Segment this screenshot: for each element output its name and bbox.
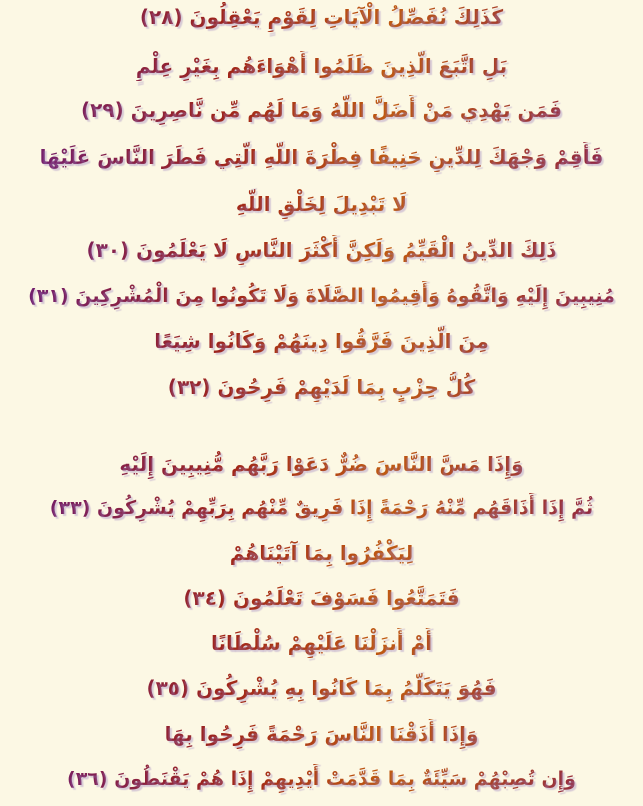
verse-line-7: مُنِيبِينَ إِلَيْهِ وَاتَّقُوهُ وَأَقِيمُوا الصَّلَاةَ وَلَا تَكُونُوا مِنَ الْمُشْرِكِينَ (٣١) <box>0 281 643 311</box>
verse-line-15: فَهُوَ يَتَكَلَّمُ بِمَا كَانُوا بِهِ يُشْرِكُونَ (٣٥) <box>0 673 643 703</box>
verse-line-10: وَإِذَا مَسَّ النَّاسَ ضُرٌّ دَعَوْا رَبَّهُم مُّنِيبِينَ إِلَيْهِ <box>0 449 643 479</box>
verse-line-9: كُلُّ حِزْبٍ بِمَا لَدَيْهِمْ فَرِحُونَ (٣٢) <box>0 372 643 402</box>
verse-line-1: كَذَلِكَ نُفَصِّلُ الْآيَاتِ لِقَوْمٍ يَعْقِلُونَ (٢٨) <box>0 2 643 32</box>
verse-line-11: ثُمَّ إِذَا أَذَاقَهُم مِّنْهُ رَحْمَةً إِذَا فَرِيقٌ مِّنْهُم بِرَبِّهِمْ يُشْرِكُونَ (٣٣) <box>0 493 643 523</box>
verse-line-14: أَمْ أَنزَلْنَا عَلَيْهِمْ سُلْطَانًا <box>0 628 643 658</box>
verse-line-3: فَمَن يَهْدِي مَنْ أَضَلَّ اللَّهُ وَمَا لَهُم مِّن نَّاصِرِينَ (٢٩) <box>0 95 643 125</box>
verse-line-5: لَا تَبْدِيلَ لِخَلْقِ اللَّهِ <box>0 189 643 219</box>
verse-line-8: مِنَ الَّذِينَ فَرَّقُوا دِينَهُمْ وَكَانُوا شِيَعًا <box>0 326 643 356</box>
verse-line-16: وَإِذَا أَذَقْنَا النَّاسَ رَحْمَةً فَرِحُوا بِهَا <box>0 719 643 749</box>
verse-line-12: لِيَكْفُرُوا بِمَا آتَيْنَاهُمْ <box>0 538 643 568</box>
verse-line-4: فَأَقِمْ وَجْهَكَ لِلدِّينِ حَنِيفًا فِطْرَةَ اللَّهِ الَّتِي فَطَرَ النَّاسَ عَلَيْهَا <box>0 142 643 172</box>
verse-line-6: ذَلِكَ الدِّينُ الْقَيِّمُ وَلَكِنَّ أَكْثَرَ النَّاسِ لَا يَعْلَمُونَ (٣٠) <box>0 235 643 265</box>
verse-line-2: بَلِ اتَّبَعَ الَّذِينَ ظَلَمُوا أَهْوَاءَهُم بِغَيْرِ عِلْمٍ <box>0 51 643 81</box>
verse-line-13: فَتَمَتَّعُوا فَسَوْفَ تَعْلَمُونَ (٣٤) <box>0 583 643 613</box>
verse-line-17: وَإِن تُصِبْهُمْ سَيِّئَةٌ بِمَا قَدَّمَتْ أَيْدِيهِمْ إِذَا هُمْ يَقْنَطُونَ (٣٦) <box>0 764 643 794</box>
